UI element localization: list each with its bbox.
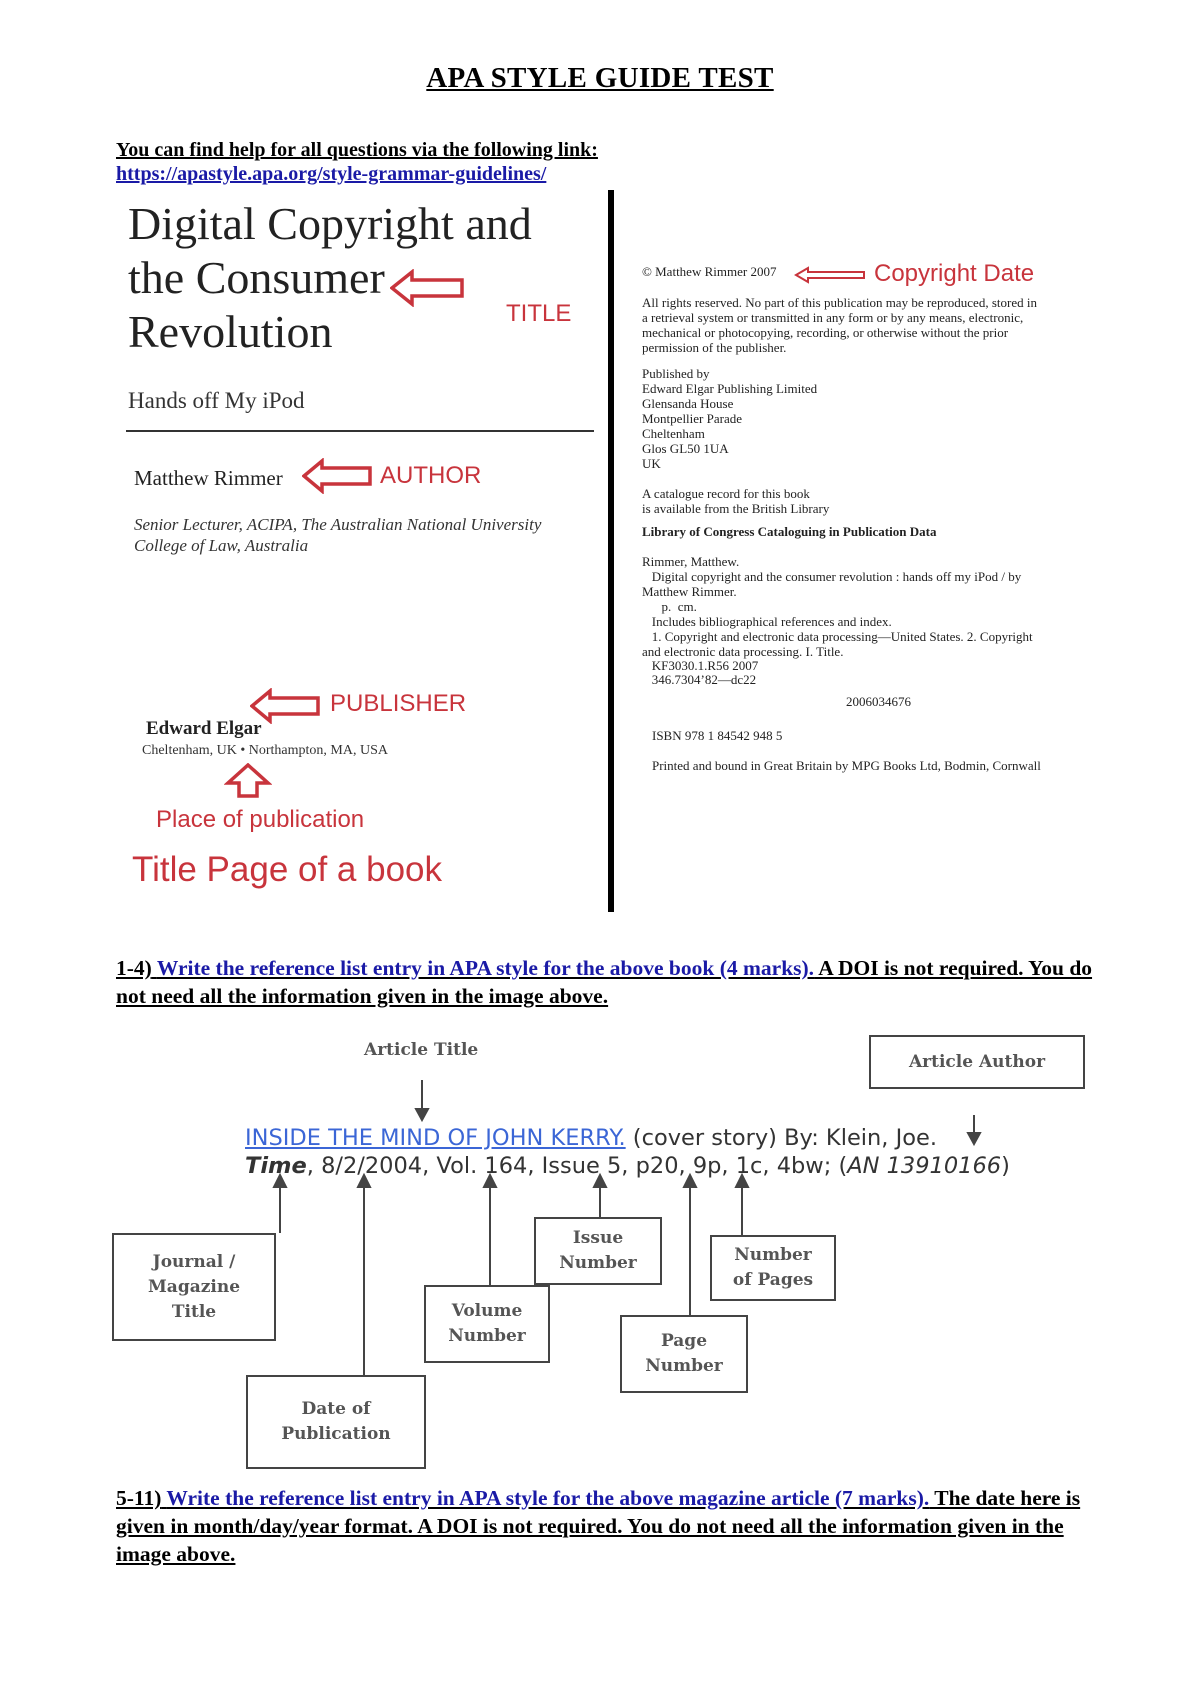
title-arrow-icon — [390, 269, 468, 307]
page-divider — [608, 190, 614, 912]
journal-box-line-2: Magazine — [147, 1276, 241, 1297]
published-line-2: Edward Elgar Publishing Limited — [642, 381, 818, 396]
issue-number-box — [534, 1217, 662, 1285]
question-2-note: The date here is given in month/day/year format. A DOI is not required. You do not need all the information given in the image above. — [116, 1486, 1081, 1566]
date-box-line-1: Date of — [301, 1399, 371, 1419]
volume-box-line-1: Volume — [451, 1301, 523, 1321]
catalogue-line-2: is available from the British Library — [642, 501, 830, 516]
journal-title-box — [112, 1233, 276, 1341]
volume-number-box — [424, 1285, 550, 1363]
publisher-arrow-icon — [250, 688, 322, 724]
divider-rule — [126, 430, 594, 432]
page-box-line-2: Number — [645, 1356, 723, 1376]
loc-control-number: 2006034676 — [846, 694, 911, 709]
citation-close: ) — [1001, 1153, 1010, 1179]
publisher-label: PUBLISHER — [330, 690, 467, 717]
copyright-date-label: Copyright Date — [874, 260, 1035, 287]
question-2-instruction: Write the reference list entry in APA style for the above magazine article (7 marks). — [166, 1486, 930, 1510]
author-label: AUTHOR — [380, 462, 482, 489]
document-title: APA STYLE GUIDE TEST — [426, 62, 774, 94]
book-affiliation-line-1: Senior Lecturer, ACIPA, The Australian National University — [134, 515, 542, 534]
help-text: You can find help for all questions via the following link: — [116, 139, 598, 161]
loc-line-8: KF3030.1.R56 2007 — [642, 658, 759, 673]
copyright-arrow-icon — [794, 266, 866, 284]
book-publisher-places: Cheltenham, UK • Northampton, MA, USA — [142, 743, 388, 758]
printed-line: Printed and bound in Great Britain by MPG Books Ltd, Bodmin, Cornwall — [652, 758, 1041, 773]
loc-line-7: and electronic data processing. I. Title. — [642, 644, 844, 659]
journal-box-line-3: Title — [171, 1301, 217, 1322]
book-publisher: Edward Elgar — [146, 718, 262, 739]
published-line-5: Cheltenham — [642, 426, 705, 441]
loc-line-4: p. cm. — [642, 599, 697, 614]
date-of-publication-box — [246, 1375, 426, 1469]
figure-caption: Title Page of a book — [132, 850, 443, 889]
question-1 — [116, 954, 1096, 1010]
place-arrow-icon — [224, 763, 272, 799]
article-author-box — [869, 1035, 1085, 1089]
magazine-citation-figure — [112, 1025, 1112, 1485]
accession-number: AN 13910166 — [847, 1153, 1002, 1179]
isbn-line: ISBN 978 1 84542 948 5 — [652, 728, 783, 743]
citation-line-2 — [245, 1153, 1010, 1179]
question-1-note: A DOI is not required. You do not need all the information given in the image above. — [116, 956, 1093, 1008]
loc-line-2: Digital copyright and the consumer revolution : hands off my iPod / by — [642, 569, 1022, 584]
book-author: Matthew Rimmer — [134, 466, 283, 490]
loc-line-1: Rimmer, Matthew. — [642, 554, 740, 569]
published-line-4: Montpellier Parade — [642, 411, 742, 426]
loc-line-5: Includes bibliographical references and index. — [642, 614, 892, 629]
book-title-page-figure — [112, 196, 1112, 916]
book-affiliation-line-2: College of Law, Australia — [134, 536, 309, 555]
help-link[interactable]: https://apastyle.apa.org/style-grammar-guidelines/ — [116, 163, 547, 185]
volume-box-line-2: Number — [448, 1326, 526, 1346]
book-title-line-3: Revolution — [128, 306, 333, 357]
published-line-6: Glos GL50 1UA — [642, 441, 729, 456]
book-subtitle: Hands off My iPod — [128, 388, 305, 413]
published-line-7: UK — [642, 456, 661, 471]
article-title-link[interactable]: INSIDE THE MIND OF JOHN KERRY. — [245, 1125, 626, 1151]
journal-name: Time — [245, 1153, 307, 1179]
published-line-1: Published by — [642, 366, 710, 381]
page-box-line-1: Page — [660, 1331, 708, 1351]
copyright-line: © Matthew Rimmer 2007 — [642, 264, 777, 279]
citation-details: , 8/2/2004, Vol. 164, Issue 5, p20, 9p, 1c, 4bw; ( — [306, 1153, 848, 1179]
pages-box-line-1: Number — [734, 1245, 812, 1265]
article-author-label: Article Author — [908, 1051, 1046, 1072]
date-box-line-2: Publication — [281, 1424, 391, 1444]
rights-line-3: mechanical or photocopying, recording, or otherwise without the prior — [642, 325, 1009, 340]
number-of-pages-box — [710, 1235, 836, 1301]
place-of-publication-label: Place of publication — [156, 806, 365, 833]
issue-box-line-1: Issue — [572, 1228, 624, 1248]
author-arrow-icon — [302, 458, 374, 494]
rights-line-4: permission of the publisher. — [642, 340, 787, 355]
rights-line-2: a retrieval system or transmitted in any form or by any means, electronic, — [642, 310, 1024, 325]
question-2-number: 5-11) — [116, 1486, 162, 1510]
loc-line-3: Matthew Rimmer. — [642, 584, 737, 599]
question-1-instruction: Write the reference list entry in APA style for the above book (4 marks). — [156, 956, 815, 980]
loc-heading: Library of Congress Cataloguing in Publication Data — [642, 524, 937, 539]
book-title-line-1: Digital Copyright and — [128, 198, 532, 249]
catalogue-line-1: A catalogue record for this book — [642, 486, 810, 501]
book-title-line-2: the Consumer — [128, 252, 385, 303]
rights-line-1: All rights reserved. No part of this publication may be reproduced, stored in — [642, 295, 1037, 310]
question-2 — [116, 1484, 1096, 1568]
question-1-number: 1-4) — [116, 956, 152, 980]
citation-line-1 — [245, 1125, 937, 1151]
published-line-3: Glensanda House — [642, 396, 734, 411]
loc-line-6: 1. Copyright and electronic data processing—United States. 2. Copyright — [642, 629, 1033, 644]
title-label: TITLE — [506, 300, 572, 327]
journal-box-line-1: Journal / — [152, 1251, 236, 1272]
citation-byline: (cover story) By: Klein, Joe. — [625, 1125, 937, 1151]
page-number-box — [620, 1315, 748, 1393]
pages-box-line-2: of Pages — [732, 1270, 814, 1290]
issue-box-line-2: Number — [559, 1253, 637, 1273]
article-title-label: Article Title — [364, 1040, 479, 1060]
loc-line-9: 346.7304’82—dc22 — [642, 672, 757, 687]
